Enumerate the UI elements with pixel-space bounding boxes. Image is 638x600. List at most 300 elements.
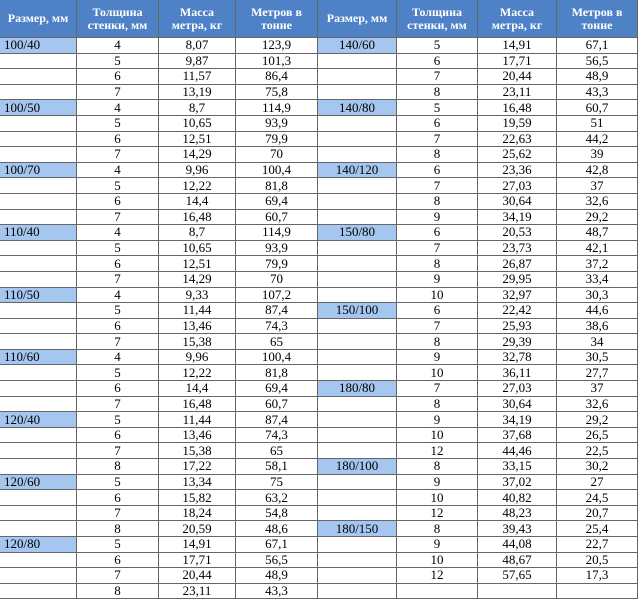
table-cell-meters: 93,9 bbox=[236, 241, 318, 257]
table-cell-meters: 17,3 bbox=[557, 568, 638, 584]
table-row bbox=[318, 459, 638, 475]
header-size-label bbox=[8, 12, 69, 25]
table-cell-meters: 30,3 bbox=[557, 288, 638, 304]
table-row bbox=[318, 241, 638, 257]
table-cell-meters: 24,5 bbox=[557, 490, 638, 506]
table-cell-size bbox=[0, 506, 77, 522]
table-cell-mass: 16,48 bbox=[159, 397, 236, 413]
table-cell-size bbox=[318, 69, 397, 85]
table-cell-size bbox=[318, 443, 397, 459]
table-cell-mass: 18,24 bbox=[159, 506, 236, 522]
table-row bbox=[0, 475, 318, 491]
table-cell-size bbox=[0, 54, 77, 70]
table-cell-meters: 26,5 bbox=[557, 428, 638, 444]
table-cell-thickness: 7 bbox=[397, 381, 478, 397]
table-cell-thickness: 8 bbox=[397, 397, 478, 413]
header-meters-text: тонне bbox=[581, 17, 613, 32]
header-thickness bbox=[397, 0, 478, 38]
table-cell-mass: 8,7 bbox=[159, 100, 236, 116]
table-cell-mass: 22,63 bbox=[478, 132, 557, 148]
table-row bbox=[318, 132, 638, 148]
table-cell-meters: 34 bbox=[557, 334, 638, 350]
table-cell-size bbox=[318, 490, 397, 506]
table-cell-meters: 93,9 bbox=[236, 116, 318, 132]
table-cell-mass: 13,34 bbox=[159, 475, 236, 491]
table-cell-size bbox=[318, 365, 397, 381]
header-size-label bbox=[327, 12, 388, 25]
table-cell-thickness: 6 bbox=[397, 163, 478, 179]
table-cell-size bbox=[0, 194, 77, 210]
table-cell-thickness: 8 bbox=[397, 256, 478, 272]
table-cell-size: 100/40 bbox=[0, 38, 77, 54]
table-cell-meters: 42,8 bbox=[557, 163, 638, 179]
table-row-empty bbox=[318, 584, 638, 600]
table-cell-meters: 43,3 bbox=[557, 85, 638, 101]
table-cell-meters: 42,1 bbox=[557, 241, 638, 257]
table-cell-thickness: 7 bbox=[77, 85, 159, 101]
table-cell-mass: 15,38 bbox=[159, 443, 236, 459]
table-cell-meters: 39 bbox=[557, 147, 638, 163]
table-cell-mass: 16,48 bbox=[159, 210, 236, 226]
table-cell-meters: 86,4 bbox=[236, 69, 318, 85]
table-cell-meters: 60,7 bbox=[557, 100, 638, 116]
table-cell-thickness: 7 bbox=[397, 69, 478, 85]
table-cell-meters: 25,4 bbox=[557, 521, 638, 537]
table-cell-thickness: 4 bbox=[77, 225, 159, 241]
header-mass bbox=[159, 0, 236, 38]
table-cell-meters: 43,3 bbox=[236, 584, 318, 600]
table-cell-mass: 11,57 bbox=[159, 69, 236, 85]
table-cell-thickness: 4 bbox=[77, 38, 159, 54]
table-cell-meters: 67,1 bbox=[557, 38, 638, 54]
table-cell-mass: 12,51 bbox=[159, 256, 236, 272]
table-cell-mass: 44,46 bbox=[478, 443, 557, 459]
table-row bbox=[318, 475, 638, 491]
table-cell-size bbox=[318, 272, 397, 288]
table-row bbox=[0, 350, 318, 366]
header-meters-text: тонне bbox=[261, 17, 292, 32]
table-cell-size bbox=[318, 475, 397, 491]
table-cell-mass: 34,19 bbox=[478, 210, 557, 226]
table-cell-mass: 11,44 bbox=[159, 412, 236, 428]
table-cell-meters: 65 bbox=[236, 443, 318, 459]
header-thickness-text: Толщина bbox=[92, 4, 143, 19]
table-cell-meters: 32,6 bbox=[557, 397, 638, 413]
table-cell-meters: 79,9 bbox=[236, 132, 318, 148]
table-cell-meters: 44,6 bbox=[557, 303, 638, 319]
table-cell-mass: 20,44 bbox=[478, 69, 557, 85]
table-cell-thickness: 4 bbox=[77, 350, 159, 366]
table-cell-mass: 9,87 bbox=[159, 54, 236, 70]
table-cell-mass: 20,44 bbox=[159, 568, 236, 584]
table-cell-thickness: 6 bbox=[77, 428, 159, 444]
table-cell-meters: 37,2 bbox=[557, 256, 638, 272]
table-cell-meters: 101,3 bbox=[236, 54, 318, 70]
table-cell-meters: 87,4 bbox=[236, 303, 318, 319]
table-row bbox=[318, 443, 638, 459]
table-row bbox=[318, 506, 638, 522]
table-cell-mass: 20,59 bbox=[159, 521, 236, 537]
table-cell-size bbox=[0, 459, 77, 475]
table-cell-meters: 123,9 bbox=[236, 38, 318, 54]
table-cell-mass: 23,11 bbox=[478, 85, 557, 101]
table-cell-meters: 30,5 bbox=[557, 350, 638, 366]
table-cell-mass: 14,91 bbox=[159, 537, 236, 553]
table-cell-mass: 13,46 bbox=[159, 428, 236, 444]
table-cell-mass: 14,91 bbox=[478, 38, 557, 54]
table-cell-size bbox=[0, 85, 77, 101]
table-cell-meters: 67,1 bbox=[236, 537, 318, 553]
table-row bbox=[318, 397, 638, 413]
table-cell-meters: 37 bbox=[557, 178, 638, 194]
table-cell-thickness: 7 bbox=[397, 241, 478, 257]
table-cell-thickness: 9 bbox=[397, 350, 478, 366]
table-cell-thickness: 6 bbox=[397, 54, 478, 70]
table-cell-meters: 69,4 bbox=[236, 194, 318, 210]
table-header-row bbox=[0, 0, 318, 38]
table-cell-thickness: 5 bbox=[77, 178, 159, 194]
table-cell-mass: 9,96 bbox=[159, 163, 236, 179]
table-cell-thickness: 12 bbox=[397, 506, 478, 522]
table-cell-thickness: 7 bbox=[77, 210, 159, 226]
table-cell-mass: 22,42 bbox=[478, 303, 557, 319]
table-cell-thickness: 8 bbox=[397, 459, 478, 475]
table-cell-thickness: 5 bbox=[77, 116, 159, 132]
header-mass-text: метра, кг bbox=[171, 17, 223, 32]
table-row bbox=[0, 537, 318, 553]
table-cell-size: 110/40 bbox=[0, 225, 77, 241]
table-cell-mass: 27,03 bbox=[478, 178, 557, 194]
table-cell-meters: 20,5 bbox=[557, 553, 638, 569]
table-row bbox=[318, 178, 638, 194]
table-cell-size: 120/80 bbox=[0, 537, 77, 553]
table-cell-meters: 38,6 bbox=[557, 319, 638, 335]
table-row bbox=[0, 334, 318, 350]
table-cell-size bbox=[318, 537, 397, 553]
table-cell-thickness: 8 bbox=[397, 334, 478, 350]
table-cell-meters: 69,4 bbox=[236, 381, 318, 397]
table-row bbox=[318, 350, 638, 366]
table-cell-mass: 36,11 bbox=[478, 365, 557, 381]
table-cell-thickness: 5 bbox=[397, 100, 478, 116]
table-row bbox=[318, 54, 638, 70]
table-cell-mass: 34,19 bbox=[478, 412, 557, 428]
table-cell-thickness: 6 bbox=[77, 194, 159, 210]
table-cell-size bbox=[318, 210, 397, 226]
table-cell-thickness: 8 bbox=[397, 147, 478, 163]
table-cell-empty bbox=[478, 584, 557, 600]
table-row bbox=[318, 412, 638, 428]
header-meters-label bbox=[572, 6, 623, 32]
table-cell-size bbox=[0, 397, 77, 413]
table-cell-mass: 14,4 bbox=[159, 381, 236, 397]
header-thickness-text: стенки, мм bbox=[87, 17, 148, 32]
table-row bbox=[318, 365, 638, 381]
table-row bbox=[0, 116, 318, 132]
table-cell-size bbox=[0, 116, 77, 132]
table-cell-thickness: 6 bbox=[397, 303, 478, 319]
table-cell-mass: 9,33 bbox=[159, 288, 236, 304]
header-mass-text: метра, кг bbox=[491, 17, 543, 32]
table-row bbox=[0, 272, 318, 288]
table-cell-thickness: 4 bbox=[77, 100, 159, 116]
table-row bbox=[318, 100, 638, 116]
table-cell-mass: 15,38 bbox=[159, 334, 236, 350]
table-cell-meters: 107,2 bbox=[236, 288, 318, 304]
table-cell-mass: 25,93 bbox=[478, 319, 557, 335]
table-row bbox=[0, 38, 318, 54]
table-row bbox=[0, 69, 318, 85]
table-cell-mass: 48,67 bbox=[478, 553, 557, 569]
table-row bbox=[0, 397, 318, 413]
table-cell-thickness: 10 bbox=[397, 490, 478, 506]
table-cell-meters: 22,5 bbox=[557, 443, 638, 459]
table-cell-mass: 23,73 bbox=[478, 241, 557, 257]
table-cell-meters: 27,7 bbox=[557, 365, 638, 381]
table-cell-thickness: 9 bbox=[397, 210, 478, 226]
table-cell-thickness: 9 bbox=[397, 475, 478, 491]
table-cell-meters: 30,2 bbox=[557, 459, 638, 475]
table-row bbox=[0, 459, 318, 475]
table-row bbox=[318, 272, 638, 288]
table-cell-empty bbox=[318, 584, 397, 600]
table-cell-size bbox=[318, 85, 397, 101]
table-row bbox=[0, 319, 318, 335]
table-cell-meters: 100,4 bbox=[236, 163, 318, 179]
table-row bbox=[318, 490, 638, 506]
header-meters-text: Метров в bbox=[251, 4, 302, 19]
header-meters-label bbox=[251, 6, 302, 32]
table-cell-thickness: 9 bbox=[397, 272, 478, 288]
table-cell-meters: 87,4 bbox=[236, 412, 318, 428]
table-row bbox=[0, 54, 318, 70]
table-cell-size: 110/50 bbox=[0, 288, 77, 304]
table-row bbox=[0, 303, 318, 319]
table-cell-meters: 33,4 bbox=[557, 272, 638, 288]
table-cell-meters: 81,8 bbox=[236, 178, 318, 194]
table-cell-size bbox=[318, 147, 397, 163]
table-row bbox=[0, 241, 318, 257]
table-cell-thickness: 4 bbox=[77, 163, 159, 179]
table-cell-thickness: 7 bbox=[77, 568, 159, 584]
header-size bbox=[318, 0, 397, 38]
header-mass-label bbox=[492, 6, 543, 32]
table-cell-mass: 20,53 bbox=[478, 225, 557, 241]
table-cell-meters: 29,2 bbox=[557, 412, 638, 428]
table-row bbox=[318, 553, 638, 569]
table-row bbox=[0, 85, 318, 101]
table-cell-mass: 37,68 bbox=[478, 428, 557, 444]
table-cell-size bbox=[0, 272, 77, 288]
table-cell-meters: 65 bbox=[236, 334, 318, 350]
table-cell-size bbox=[318, 116, 397, 132]
table-cell-mass: 14,4 bbox=[159, 194, 236, 210]
table-cell-mass: 39,43 bbox=[478, 521, 557, 537]
table-cell-mass: 12,51 bbox=[159, 132, 236, 148]
table-cell-thickness: 8 bbox=[77, 584, 159, 600]
table-row bbox=[318, 319, 638, 335]
table-row bbox=[0, 365, 318, 381]
table-cell-meters: 22,7 bbox=[557, 537, 638, 553]
header-mass-label bbox=[172, 6, 223, 32]
table-cell-size bbox=[318, 412, 397, 428]
table-cell-thickness: 6 bbox=[397, 225, 478, 241]
table-cell-meters: 60,7 bbox=[236, 397, 318, 413]
table-row bbox=[318, 225, 638, 241]
table-cell-mass: 15,82 bbox=[159, 490, 236, 506]
table-cell-mass: 25,62 bbox=[478, 147, 557, 163]
table-cell-size bbox=[318, 568, 397, 584]
table-cell-thickness: 12 bbox=[397, 568, 478, 584]
table-row bbox=[318, 147, 638, 163]
table-cell-size bbox=[0, 210, 77, 226]
table-cell-size bbox=[0, 178, 77, 194]
header-thickness-text: Толщина bbox=[411, 4, 462, 19]
table-cell-size bbox=[0, 147, 77, 163]
table-cell-size bbox=[0, 521, 77, 537]
table-cell-thickness: 4 bbox=[77, 288, 159, 304]
table-cell-size bbox=[318, 319, 397, 335]
table-row bbox=[0, 568, 318, 584]
table-cell-size bbox=[318, 132, 397, 148]
table-cell-meters: 56,5 bbox=[236, 553, 318, 569]
table-row bbox=[318, 288, 638, 304]
table-cell-mass: 16,48 bbox=[478, 100, 557, 116]
table-cell-size: 180/150 bbox=[318, 521, 397, 537]
table-cell-size bbox=[318, 256, 397, 272]
table-cell-thickness: 5 bbox=[77, 365, 159, 381]
table-cell-mass: 44,08 bbox=[478, 537, 557, 553]
table-cell-mass: 30,64 bbox=[478, 397, 557, 413]
table-cell-mass: 23,11 bbox=[159, 584, 236, 600]
table-cell-thickness: 8 bbox=[397, 85, 478, 101]
header-thickness bbox=[77, 0, 159, 38]
header-mass-text: Масса bbox=[179, 4, 215, 19]
table-cell-size bbox=[0, 365, 77, 381]
header-mass bbox=[478, 0, 557, 38]
table-cell-thickness: 8 bbox=[397, 194, 478, 210]
table-cell-size bbox=[0, 584, 77, 600]
table-cell-meters: 48,9 bbox=[557, 69, 638, 85]
table-cell-thickness: 7 bbox=[397, 132, 478, 148]
table-row bbox=[0, 443, 318, 459]
table-cell-thickness: 6 bbox=[77, 319, 159, 335]
table-cell-thickness: 10 bbox=[397, 365, 478, 381]
table-row bbox=[0, 178, 318, 194]
header-size-text: Размер, мм bbox=[326, 11, 388, 25]
table-row bbox=[0, 584, 318, 600]
table-cell-thickness: 7 bbox=[77, 334, 159, 350]
table-cell-meters: 75,8 bbox=[236, 85, 318, 101]
table-cell-thickness: 7 bbox=[397, 319, 478, 335]
table-cell-mass: 32,97 bbox=[478, 288, 557, 304]
table-row bbox=[0, 490, 318, 506]
table-cell-thickness: 6 bbox=[77, 553, 159, 569]
table-row bbox=[318, 194, 638, 210]
header-meters bbox=[236, 0, 318, 38]
table-cell-thickness: 7 bbox=[397, 178, 478, 194]
table-row bbox=[0, 210, 318, 226]
table-cell-size bbox=[318, 428, 397, 444]
table-row bbox=[0, 428, 318, 444]
table-cell-thickness: 5 bbox=[77, 412, 159, 428]
table-cell-thickness: 6 bbox=[77, 132, 159, 148]
table-row bbox=[318, 210, 638, 226]
table-row bbox=[318, 521, 638, 537]
table-cell-size bbox=[318, 54, 397, 70]
table-row bbox=[0, 412, 318, 428]
table-cell-thickness: 7 bbox=[77, 147, 159, 163]
header-mass-text: Масса bbox=[499, 4, 535, 19]
table-cell-size: 150/80 bbox=[318, 225, 397, 241]
table-cell-thickness: 5 bbox=[77, 54, 159, 70]
table-cell-thickness: 5 bbox=[77, 241, 159, 257]
table-cell-mass: 10,65 bbox=[159, 116, 236, 132]
table-cell-thickness: 6 bbox=[77, 256, 159, 272]
table-row bbox=[0, 132, 318, 148]
table-row bbox=[318, 163, 638, 179]
table-cell-mass: 26,87 bbox=[478, 256, 557, 272]
table-row bbox=[0, 288, 318, 304]
table-cell-size bbox=[0, 490, 77, 506]
table-cell-size bbox=[318, 350, 397, 366]
table-cell-mass: 11,44 bbox=[159, 303, 236, 319]
table-row bbox=[318, 334, 638, 350]
table-cell-mass: 10,65 bbox=[159, 241, 236, 257]
table-cell-thickness: 6 bbox=[77, 381, 159, 397]
table-cell-thickness: 8 bbox=[77, 521, 159, 537]
table-cell-meters: 114,9 bbox=[236, 225, 318, 241]
table-row bbox=[0, 381, 318, 397]
table-row bbox=[0, 147, 318, 163]
table-cell-size bbox=[0, 69, 77, 85]
table-cell-thickness: 10 bbox=[397, 428, 478, 444]
table-cell-thickness: 7 bbox=[77, 443, 159, 459]
table-cell-size: 120/40 bbox=[0, 412, 77, 428]
right-table-panel bbox=[318, 0, 638, 599]
table-cell-size bbox=[0, 553, 77, 569]
table-cell-size bbox=[318, 397, 397, 413]
table-cell-thickness: 7 bbox=[77, 506, 159, 522]
table-cell-mass: 29,39 bbox=[478, 334, 557, 350]
table-cell-size: 120/60 bbox=[0, 475, 77, 491]
table-cell-thickness: 8 bbox=[77, 459, 159, 475]
left-table-panel bbox=[0, 0, 318, 599]
table-cell-meters: 48,6 bbox=[236, 521, 318, 537]
header-thickness-label bbox=[407, 6, 467, 32]
table-row bbox=[318, 303, 638, 319]
table-cell-meters: 51 bbox=[557, 116, 638, 132]
table-cell-thickness: 6 bbox=[77, 69, 159, 85]
table-cell-size bbox=[0, 443, 77, 459]
table-cell-size bbox=[0, 319, 77, 335]
table-cell-size: 100/50 bbox=[0, 100, 77, 116]
table-cell-size bbox=[0, 381, 77, 397]
table-row bbox=[318, 116, 638, 132]
table-cell-mass: 8,7 bbox=[159, 225, 236, 241]
table-cell-meters: 48,9 bbox=[236, 568, 318, 584]
table-cell-size bbox=[318, 553, 397, 569]
table-cell-size bbox=[318, 178, 397, 194]
table-cell-meters: 32,6 bbox=[557, 194, 638, 210]
table-row bbox=[318, 568, 638, 584]
table-cell-meters: 81,8 bbox=[236, 365, 318, 381]
table-cell-empty bbox=[557, 584, 638, 600]
table-row bbox=[318, 428, 638, 444]
table-cell-size bbox=[318, 288, 397, 304]
table-cell-mass: 48,23 bbox=[478, 506, 557, 522]
table-cell-mass: 9,96 bbox=[159, 350, 236, 366]
